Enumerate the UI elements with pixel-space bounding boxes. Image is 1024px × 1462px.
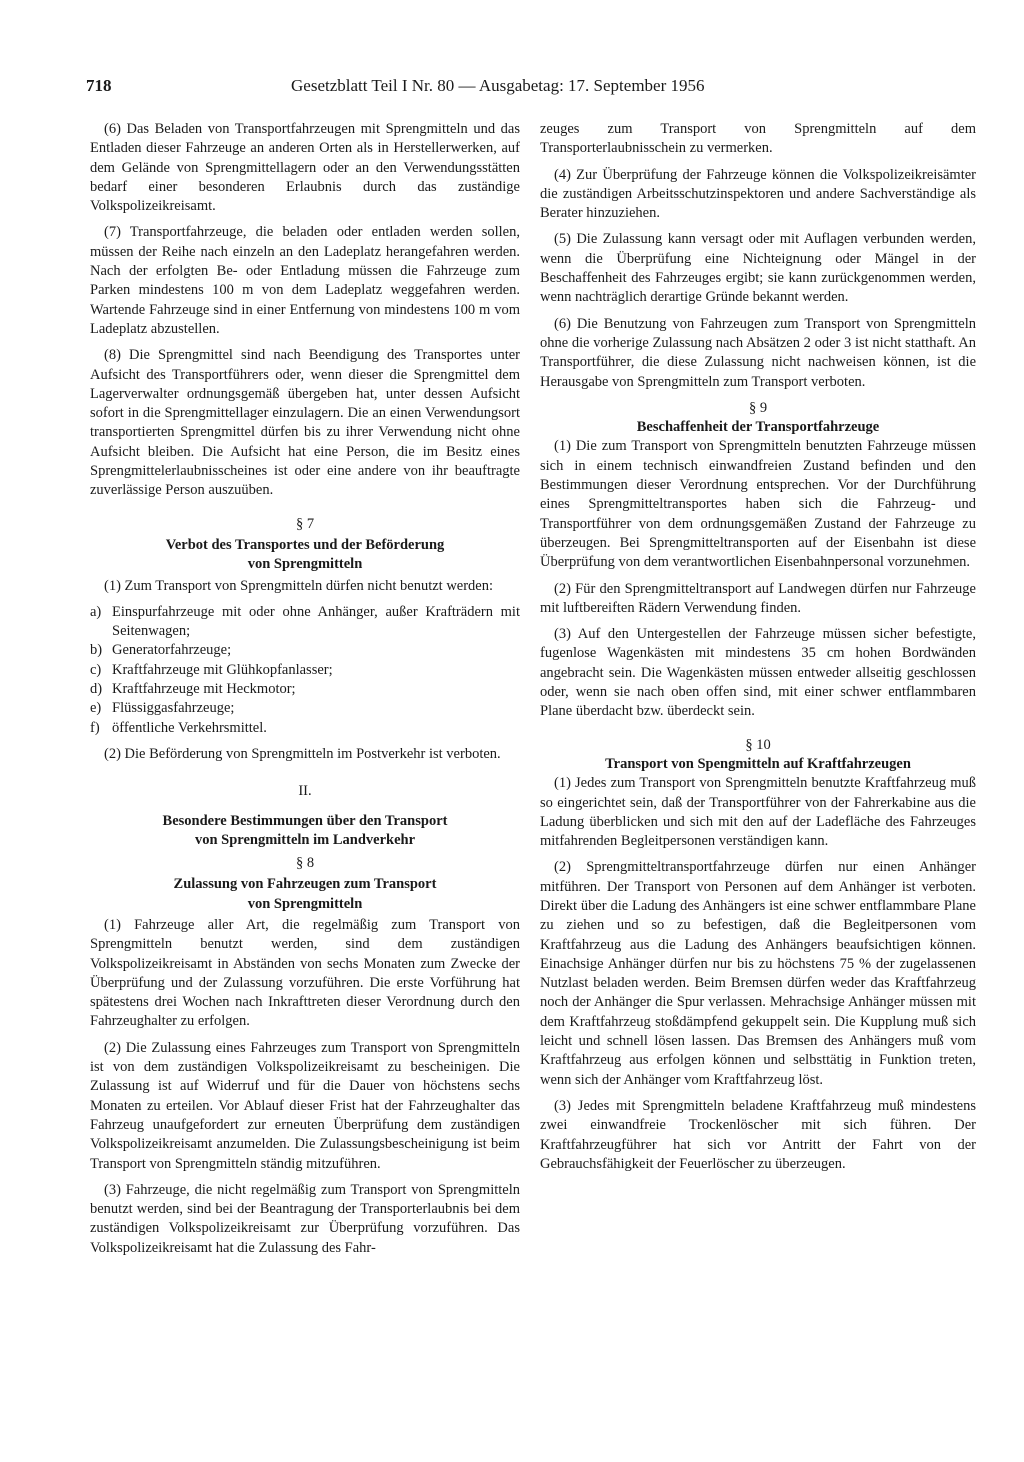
list-item-text: Flüssiggasfahrzeuge; <box>112 700 235 717</box>
list-item <box>90 699 520 718</box>
section-7-paragraph-1: (1) Zum Transport von Sprengmitteln dürfen nicht benutzt werden: <box>104 577 494 594</box>
list-marker: e) <box>90 700 102 717</box>
running-title: Gesetzblatt Teil I Nr. 80 — Ausgabetag: 17. September 1956 <box>291 76 705 95</box>
section-9-paragraph-2: (2) Für den Sprengmitteltransport auf Landwegen dürfen nur Fahrzeuge mit luftbereiften Rädern Verwendung finden. <box>540 580 976 616</box>
list-marker: b) <box>90 642 103 659</box>
section-9-paragraph-1: (1) Die zum Transport von Sprengmitteln benutzten Fahrzeuge müssen sich in einem technisch einwandfreien Zustand befinden und den Bestimmungen dieser Verordnung entsprechen. Vor der Durchführung eines Sprengmitteltransportes haben sich die Fahrzeug- und Transportführer von dem ordnungsgemäßen Zustand der Fahrzeuge zu überzeugen. Bei Sprengmitteltransporten auf der Eisenbahn ist diese Überprüfung von dem verantwortlichen Eisenbahnpersonal vorzunehmen. <box>540 438 976 571</box>
section-9-number: § 9 <box>748 399 768 416</box>
section-9-title: Beschaffenheit der Transportfahrzeuge <box>636 419 880 436</box>
section-8-paragraph-5: (5) Die Zulassung kann versagt oder mit Auflagen verbunden werden, wenn die Überprüfung eine Nichteignung oder Mängel in der Beschaffenheit des Fahrzeuges ergibt; sie kann zurückgenommen werden, wenn nachträglich derartige Gründe bekannt werden. <box>540 231 976 306</box>
section-10-number: § 10 <box>745 736 771 753</box>
paragraph-8: (8) Die Sprengmittel sind nach Beendigung des Transportes unter Aufsicht des Transportführers oder, wenn dieser die Sprengmittel dem Lagerverwalter ordnungsgemäß übergeben hat, unter dessen Aufsicht sofort in die Sprengmittellager einzulagern. Die an einen Verwendungsort transportierten Sprengmittel dürfen bis zu ihrer Verwendung nicht ohne Aufsicht bleiben. Die Aufsicht hat eine Person, die im Besitz eines Sprengmittelerlaubnisscheines ist oder eine andere von ihr beauftragte zuverlässige Person auszuüben. <box>90 347 520 499</box>
section-8-number: § 8 <box>295 855 315 872</box>
list-item-text: Kraftfahrzeuge mit Glühkopfanlasser; <box>112 661 333 678</box>
list-item-text: Einspurfahrzeuge mit oder ohne Anhänger, außer Krafträdern mit Seitenwagen; <box>112 603 520 640</box>
section-9-paragraph-3: (3) Auf den Untergestellen der Fahrzeuge müssen sicher befestigte, fugenlose Wagenkästen mit mindestens 35 cm hohen Bordwänden angebracht sein. Die Wagenkästen müssen entweder allseitig geschlossen oder, wenn sie nach oben offen sind, mit einer schwer entflammbaren Plane überdacht bzw. überdeckt sein. <box>540 626 976 720</box>
list-item-text: Kraftfahrzeuge mit Heckmotor; <box>112 681 296 698</box>
list-item-text: öffentliche Verkehrsmittel. <box>112 719 267 736</box>
list-item <box>90 603 520 642</box>
section-7-number: § 7 <box>295 515 315 532</box>
paragraph-7: (7) Transportfahrzeuge, die beladen oder entladen werden sollen, müssen der Reihe nach einzeln an den Ladeplatz herangefahren werden. Nach der erfolgten Be- oder Entladung müssen die Fahrzeuge zum Parken mindestens 100 m von dem Ladeplatz weggefahren werden. Wartende Fahrzeuge sind in einer Entfernung von mindestens 100 m vom Ladeplatz abzustellen. <box>90 224 520 337</box>
page-number: 718 <box>86 76 112 95</box>
list-marker: a) <box>90 603 102 620</box>
section-7-title-line-1: Verbot des Transportes und der Beförderung <box>165 536 445 553</box>
list-item <box>90 680 520 699</box>
section-8-paragraph-1: (1) Fahrzeuge aller Art, die regelmäßig zum Transport von Sprengmitteln benutzt werden, sind dem zuständigen Volkspolizeikreisamt in Abständen von sechs Monaten zum Zwecke der Überprüfung und der Zulassung vorzuführen. Die erste Vorführung hat spätestens drei Wochen nach Inkrafttreten dieser Verordnung durch den Fahrzeughalter zu erfolgen. <box>90 916 520 1030</box>
section-8-title-line-2: von Sprengmitteln <box>247 895 363 912</box>
section-8-paragraph-6: (6) Die Benutzung von Fahrzeugen zum Transport von Sprengmitteln ohne die vorherige Zulassung nach Absätzen 2 oder 3 ist nicht statthaft. An Transportführer, die diese Zulassung nicht nachweisen können, ist die Herausgabe von Sprengmitteln zum Transport verboten. <box>540 315 976 390</box>
list-item-text: Generatorfahrzeuge; <box>112 642 232 659</box>
section-10-paragraph-2: (2) Sprengmitteltransportfahrzeuge dürfen nur einen Anhänger mitführen. Der Transport von Personen auf dem Anhänger ist verboten. Direkt über die Ladung des Anhängers ist eine schwer entflammbare Plane zu ziehen und so zu befestigen, daß die Begleitpersonen vom Kraftfahrzeug aus die Ladung des Anhängers beaufsichtigen können. Einachsige Anhänger dürfen nur bis zu höchstens 75 % der zugelassenen Nutzlast beladen werden. Beim Bremsen dürfen weder das Kraftfahrzeug noch der Anhänger die Spur verlassen. Mehrachsige Anhänger müssen mit dem Kraftfahrzeug stoßdämpfend gekuppelt sein. Die Kupplung muß sich leicht und schnell lösen lassen. Das Bremsen des Anhängers muß vom Kraftfahrzeug aus erfolgen können und selbsttätig in Funktion treten, wenn sich der Anhänger vom Kraftfahrzeug löst. <box>540 859 976 1088</box>
section-7-title-line-2: von Sprengmitteln <box>247 556 363 573</box>
section-10-title: Transport von Spengmitteln auf Kraftfahrzeugen <box>605 755 911 772</box>
list-marker: d) <box>90 681 103 698</box>
section-10-paragraph-1: (1) Jedes zum Transport von Sprengmitteln benutzte Kraftfahrzeug muß so eingerichtet sein, daß der Transportführer von der Fahrerkabine aus die Ladung überblicken und sich mit den auf der Ladefläche des Fahrzeuges mitfahrenden Begleitpersonen verständigen kann. <box>540 775 976 850</box>
list-marker: c) <box>90 661 102 678</box>
section-8-paragraph-3: (3) Fahrzeuge, die nicht regelmäßig zum Transport von Sprengmitteln benutzt werden, sind bei der Beantragung der Transporterlaubnis bei dem zuständigen Volkspolizeikreisamt zur Überprüfung vorzuführen. Das Volkspolizeikreisamt hat die Zulassung des Fahr- <box>90 1181 520 1256</box>
section-10-paragraph-3: (3) Jedes mit Sprengmitteln beladene Kraftfahrzeug muß mindestens zwei einwandfreie Trockenlöscher mit sich führen. Der Kraftfahrzeugführer hat sich vor Antritt der Fahrt von der Gebrauchsfähigkeit der Feuerlöscher zu überzeugen. <box>540 1097 976 1172</box>
list-item <box>90 641 520 660</box>
right-column <box>540 120 976 1181</box>
section-8-paragraph-2: (2) Die Zulassung eines Fahrzeuges zum Transport von Sprengmitteln ist von dem zuständigen Volkspolizeikreisamt zu bescheinigen. Die Zulassung ist auf Widerruf und für die Dauer von höchstens sechs Monaten zu erteilen. Vor Ablauf dieser Frist hat der Fahrzeughalter das Fahrzeug unaufgefordert zur erneuten Überprüfung dem zuständigen Volkspolizeikreisamt anzumelden. Die Zulassungsbescheinigung ist beim Transport von Sprengmitteln ständig mitzuführen. <box>90 1039 520 1172</box>
section-8-paragraph-3-continued: zeuges zum Transport von Sprengmitteln auf dem Transporterlaubnisschein zu vermerken. <box>540 121 976 157</box>
page-header <box>86 76 790 106</box>
list-marker: f) <box>90 719 100 736</box>
section-7-paragraph-2: (2) Die Beförderung von Sprengmitteln im Postverkehr ist verboten. <box>104 745 501 762</box>
section-7-list <box>90 603 520 738</box>
list-item <box>90 661 520 680</box>
section-8-paragraph-4: (4) Zur Überprüfung der Fahrzeuge können die Volkspolizeikreisämter die zuständigen Arbeitsschutzinspektoren und andere Sachverständige als Berater hinzuziehen. <box>540 166 976 222</box>
section-8-title-line-1: Zulassung von Fahrzeugen zum Transport <box>173 876 437 893</box>
left-column <box>90 120 520 1265</box>
list-item <box>90 719 520 738</box>
part-title-line-2: von Sprengmitteln im Landverkehr <box>194 831 416 848</box>
part-number: II. <box>298 783 312 800</box>
paragraph-6: (6) Das Beladen von Transportfahrzeugen mit Sprengmitteln und das Entladen dieser Fahrzeuge an anderen Orten als in Herstellerwerken, auf dem Gelände von Sprengmittellagern oder an den Verwendungsstätten bedarf einer besonderen Erlaubnis durch das zuständige Volkspolizeikreisamt. <box>90 121 520 215</box>
part-title-line-1: Besondere Bestimmungen über den Transport <box>162 812 448 829</box>
